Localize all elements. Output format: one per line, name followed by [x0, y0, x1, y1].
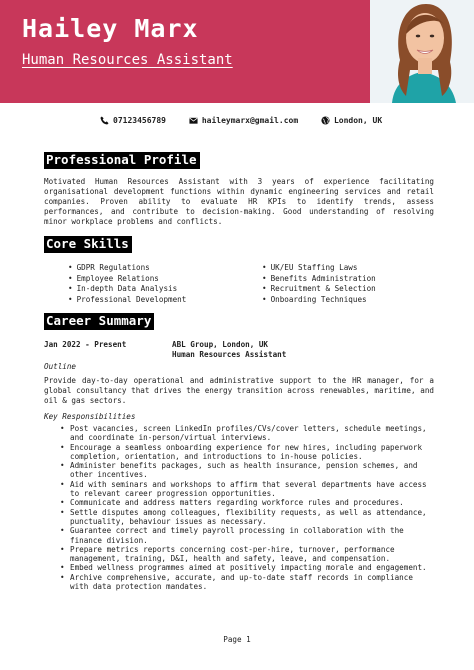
skill-item: • Recruitment & Selection	[262, 284, 376, 295]
job-employer	[172, 340, 286, 360]
section-heading-skills: Core Skills	[44, 236, 132, 253]
responsibility-item: • Administer benefits packages, such as health insurance, pension schemes, and other incentives.	[60, 461, 434, 480]
contact-line	[100, 115, 390, 128]
outline-text: Provide day-to-day operational and administrative support to the HR manager, for a global consultancy that drives the energy transition across renewables, maritime, and oil & gas sectors.	[44, 376, 434, 405]
skill-item: • In-depth Data Analysis	[68, 284, 186, 295]
section-heading-career: Career Summary	[44, 313, 154, 330]
skill-item: • UK/EU Staffing Laws	[262, 263, 376, 274]
profile-photo	[370, 0, 474, 103]
skill-item: • Benefits Administration	[262, 274, 376, 285]
globe-icon	[321, 116, 330, 125]
skills-list-right	[262, 263, 376, 305]
phone-icon	[100, 116, 109, 125]
responsibility-item: • Settle disputes among colleagues, flexibility requests, as well as attendance, punctuality, behaviour issues as necessary.	[60, 508, 434, 527]
responsibility-item: • Guarantee correct and timely payroll processing in collaboration with the finance division.	[60, 526, 434, 545]
skill-item: • Employee Relations	[68, 274, 186, 285]
job-dates: Jan 2022 - Present	[44, 340, 127, 349]
skill-item: • Onboarding Techniques	[262, 295, 376, 306]
page-number: Page 1	[223, 635, 251, 644]
profile-text: Motivated Human Resources Assistant with 3 years of experience facilitating organisational development functions within dynamic engineering services and retail companies. Proven ability to evaluate HR KPIs to identify trends, assess performances, and contribute to decision-making. Good understanding of resolving minor workplace problems and conflicts.	[44, 177, 434, 226]
location-text: London, UK	[333, 116, 383, 125]
responsibility-item: • Embed wellness programmes aimed at positively impacting morale and engagement.	[60, 563, 434, 572]
contact-location	[321, 115, 382, 126]
header-banner	[0, 0, 474, 103]
responsibilities-list	[60, 424, 434, 591]
skill-item: • Professional Development	[68, 295, 186, 306]
outline-label: Outline	[44, 362, 77, 371]
responsibility-item: • Communicate and address matters regarding workforce rules and procedures.	[60, 498, 434, 507]
job-company-name: ABL Group, London, UK	[172, 340, 269, 349]
email-address: haileymarx@gmail.com	[201, 116, 299, 125]
candidate-job-title: Human Resources Assistant	[22, 52, 233, 68]
responsibility-item: • Aid with seminars and workshops to affirm that several departments have access to relevant career progression opportunities.	[60, 480, 434, 499]
responsibility-item: • Post vacancies, screen LinkedIn profiles/CVs/cover letters, schedule meetings, and coordinate in-person/virtual interviews.	[60, 424, 434, 443]
phone-number: 07123456789	[113, 116, 166, 125]
section-heading-profile: Professional Profile	[44, 152, 200, 169]
skill-item: • GDPR Regulations	[68, 263, 186, 274]
responsibility-item: • Archive comprehensive, accurate, and up-to-date staff records in compliance with data protection mandates.	[60, 573, 434, 592]
responsibility-item: • Encourage a seamless onboarding experience for new hires, including paperwork completion, orientation, and introductions to in-house policies.	[60, 443, 434, 462]
portrait-image	[370, 0, 474, 103]
mail-icon	[189, 116, 198, 125]
skills-list-left	[68, 263, 186, 305]
responsibility-item: • Prepare metrics reports concerning cost-per-hire, turnover, performance management, training, D&I, health and safety, leave, and compensation.	[60, 545, 434, 564]
contact-email[interactable]	[189, 115, 298, 126]
responsibilities-label: Key Responsibilities	[44, 412, 136, 421]
contact-phone[interactable]	[100, 115, 166, 126]
candidate-name: Hailey Marx	[22, 14, 199, 43]
job-position-title: Human Resources Assistant	[172, 350, 287, 359]
